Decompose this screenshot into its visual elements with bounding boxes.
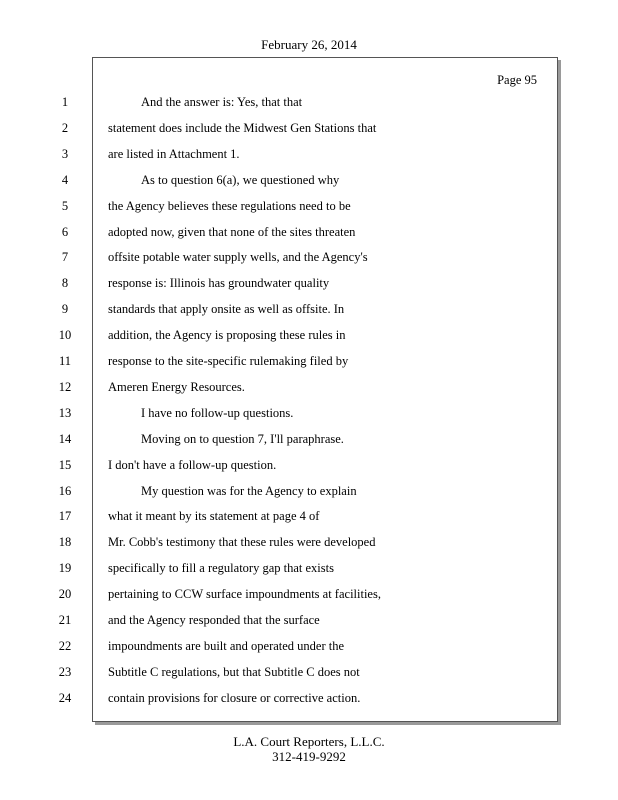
line-text: Ameren Energy Resources. (108, 379, 245, 394)
line-number: 1 (61, 95, 69, 109)
line-text: My question was for the Agency to explain (141, 483, 357, 498)
line-number: 5 (61, 198, 69, 213)
transcript-line (0, 587, 618, 613)
footer-phone: 312-419-9292 (272, 749, 346, 764)
line-text: are listed in Attachment 1. (108, 146, 240, 161)
transcript-line (0, 95, 618, 121)
line-text: specifically to fill a regulatory gap that exists (108, 561, 334, 576)
line-number: 18 (58, 535, 72, 550)
line-text: adopted now, given that none of the sites threaten (108, 224, 356, 239)
line-text: And the answer is: Yes, that that (141, 95, 303, 109)
transcript-line (0, 406, 618, 432)
line-text: offsite potable water supply wells, and the Agency's (108, 250, 368, 265)
line-number: 13 (58, 405, 72, 420)
line-text: As to question 6(a), we questioned why (141, 172, 340, 187)
line-number: 19 (58, 561, 72, 576)
footer-company: L.A. Court Reporters, L.L.C. (233, 734, 385, 749)
line-text: Mr. Cobb's testimony that these rules were developed (108, 535, 376, 550)
line-text: contain provisions for closure or corrective action. (108, 690, 361, 705)
line-text: the Agency believes these regulations need to be (108, 198, 351, 213)
line-number: 10 (58, 328, 72, 343)
line-number: 2 (61, 120, 69, 135)
line-number: 3 (61, 146, 69, 161)
transcript-line (0, 250, 618, 276)
line-text: standards that apply onsite as well as offsite. In (108, 302, 345, 317)
line-number: 12 (58, 379, 72, 394)
line-text: response is: Illinois has groundwater quality (108, 276, 330, 291)
line-number: 17 (58, 509, 72, 524)
transcript-line (0, 432, 618, 458)
transcript-line (0, 354, 618, 380)
transcript-line (0, 276, 618, 302)
line-number: 24 (58, 690, 72, 705)
line-text: response to the site-specific rulemaking filed by (108, 354, 349, 368)
line-number: 14 (58, 431, 72, 446)
transcript-line (0, 665, 618, 691)
line-number: 16 (58, 483, 72, 498)
line-number: 22 (58, 638, 72, 653)
line-number: 4 (61, 172, 69, 187)
line-text: statement does include the Midwest Gen Stations that (108, 120, 377, 135)
line-number: 20 (58, 587, 72, 602)
line-number: 11 (58, 354, 72, 368)
line-number: 15 (58, 457, 72, 472)
line-number: 23 (58, 664, 72, 679)
line-text: Subtitle C regulations, but that Subtitle C does not (108, 664, 360, 679)
transcript-line (0, 535, 618, 561)
line-text: Moving on to question 7, I'll paraphrase. (141, 431, 344, 446)
transcript-line (0, 328, 618, 354)
transcript-line (0, 121, 618, 147)
page-number: Page 95 (497, 73, 537, 87)
line-text: addition, the Agency is proposing these rules in (108, 328, 346, 343)
transcript-line (0, 380, 618, 406)
line-text: impoundments are built and operated under the (108, 638, 345, 653)
transcript-line (0, 484, 618, 510)
transcript-line (0, 199, 618, 225)
header-date: February 26, 2014 (261, 37, 357, 52)
transcript-line (0, 509, 618, 535)
line-text: and the Agency responded that the surface (108, 613, 320, 627)
line-number: 7 (61, 250, 69, 265)
line-number: 21 (58, 613, 72, 627)
line-number: 6 (61, 224, 69, 239)
transcript-line (0, 302, 618, 328)
transcript-line (0, 173, 618, 199)
line-number: 9 (61, 302, 69, 317)
transcript-line (0, 613, 618, 639)
line-number: 8 (61, 276, 69, 291)
line-text: what it meant by its statement at page 4 of (108, 509, 320, 524)
transcript-line (0, 458, 618, 484)
line-text: pertaining to CCW surface impoundments at facilities, (108, 587, 381, 602)
transcript-line (0, 639, 618, 665)
transcript-line (0, 561, 618, 587)
line-text: I have no follow-up questions. (141, 405, 294, 420)
transcript-line (0, 691, 618, 717)
transcript-line (0, 225, 618, 251)
line-text: I don't have a follow-up question. (108, 457, 277, 472)
transcript-line (0, 147, 618, 173)
